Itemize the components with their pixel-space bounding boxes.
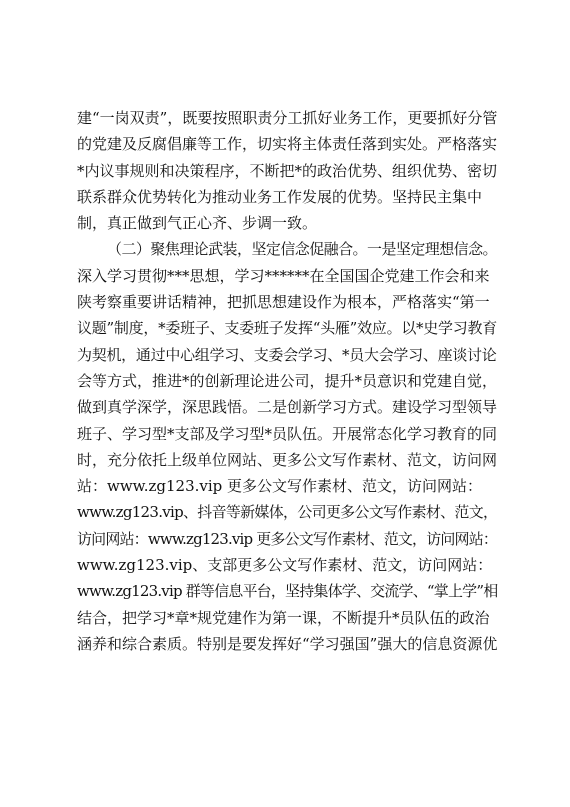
text-line: 议题”制度，*委班子、支委班子发挥“头雁”效应。以*史学习教育 [77, 319, 498, 338]
text-line: 陕考察重要讲话精神，把抓思想建设作为根本，严格落实“第一 [77, 293, 490, 312]
text-line: 深入学习贯彻***思想，学习******在全国国企党建工作会和来 [77, 266, 490, 285]
body-text [77, 105, 497, 657]
text-line: 联系群众优势转化为推动业务工作发展的优势。坚持民主集中 [77, 187, 483, 206]
text-line: 访问网站：www.zg123.vip 更多公文写作素材、范文，访问网站： [77, 529, 498, 548]
text-line: www.zg123.vip 群等信息平台，坚持集体学、交流学、“掌上学”相 [77, 582, 498, 601]
text-line: 制，真正做到气正心齐、步调一致。 [77, 214, 318, 233]
text-line: 时，充分依托上级单位网站、更多公文写作素材、范文，访问网 [77, 450, 498, 469]
section-heading-line: （二）聚焦理论武装，坚定信念促融合。一是坚定理想信念。 [107, 240, 498, 259]
text-line: www.zg123.vip、抖音等新媒体，公司更多公文写作素材、范文， [77, 503, 498, 522]
text-line: 会等方式，推进*的创新理论进公司，提升*员意识和党建自觉， [77, 371, 498, 390]
text-line: 做到真学深学，深思践悟。二是创新学习方式。建设学习型领导 [77, 398, 498, 417]
text-line: 建“一岗双责”，既要按照职责分工抓好业务工作，更要抓好分管 [77, 109, 498, 127]
text-line: 结合，把学习*章*规党建作为第一课，不断提升*员队伍的政治 [77, 608, 490, 627]
text-line: 涵养和综合素质。特别是要发挥好“学习强国”强大的信息资源优 [77, 634, 498, 653]
text-line: 站：www.zg123.vip 更多公文写作素材、范文，访问网站： [77, 477, 483, 496]
text-line: 为契机，通过中心组学习、支委会学习、*员大会学习、座谈讨论 [77, 345, 497, 364]
text-line: www.zg123.vip、支部更多公文写作素材、范文，访问网站： [77, 556, 493, 575]
text-line: 班子、学习型*支部及学习型*员队伍。开展常态化学习教育的同 [77, 424, 498, 443]
text-line: 的党建及反腐倡廉等工作，切实将主体责任落到实处。严格落实 [77, 135, 498, 154]
text-line: *内议事规则和决策程序，不断把*的政治优势、组织优势、密切 [77, 161, 498, 180]
